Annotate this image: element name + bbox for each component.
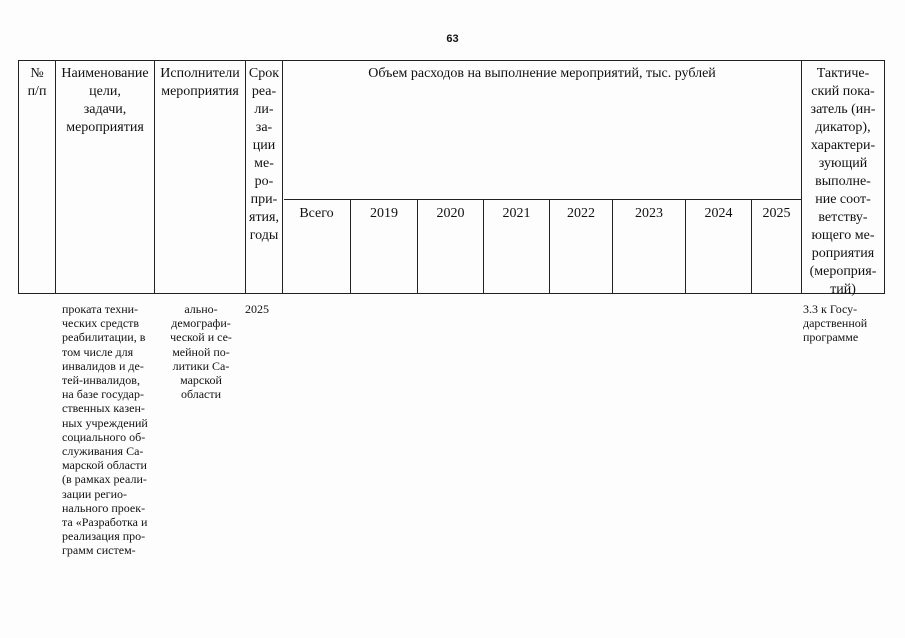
header-year: 2023 — [635, 206, 663, 221]
header-year: 2021 — [502, 206, 531, 221]
col-divider — [282, 60, 283, 294]
header-year: 2020 — [436, 206, 465, 221]
row-indicator: 3.3 к Госу- дарственной программе — [803, 302, 868, 345]
header-total: Всего — [299, 206, 334, 221]
subheader-divider — [284, 199, 801, 200]
header-number: № п/п — [27, 66, 47, 99]
header-name: Наименование цели, задачи, мероприятия — [61, 66, 149, 135]
row-executor: ально- демографи- ческой и се- мейной по- литики Са- марской области — [170, 302, 232, 402]
header-year: 2022 — [567, 206, 595, 221]
row-term: 2025 — [245, 302, 269, 316]
page-number: 63 — [446, 33, 459, 45]
table-border-right — [884, 60, 885, 294]
header-indicator: Тактиче- ский пока- затель (ин- дикатор), характери- зующий выполне- ние соот- ветству- ющего ме- роприятия (мероприя- тий) — [809, 66, 877, 297]
header-year: 2025 — [762, 206, 791, 221]
header-year: 2024 — [704, 206, 733, 221]
header-expenses: Объем расходов на выполнение мероприятий, тыс. рублей — [368, 66, 716, 81]
row-activity-name: проката техни- ческих средств реабилитации, в том числе для инвалидов и де- тей-инвалидов, на базе государ- ственных казен- ных учреждений социального об- служивания Са- марской области (в рамках реали- зации регио- нального проек- та «Разработка и реализация про- грамм систем- — [62, 302, 148, 558]
expenses-table-header — [18, 60, 885, 297]
header-executors: Исполнители мероприятия — [160, 66, 240, 99]
table-border-bottom — [18, 293, 885, 294]
table-border-top — [18, 60, 885, 61]
header-term: Срок реа- ли- за- ции ме- ро- при- ятия, годы — [248, 66, 280, 243]
header-year: 2019 — [370, 206, 398, 221]
